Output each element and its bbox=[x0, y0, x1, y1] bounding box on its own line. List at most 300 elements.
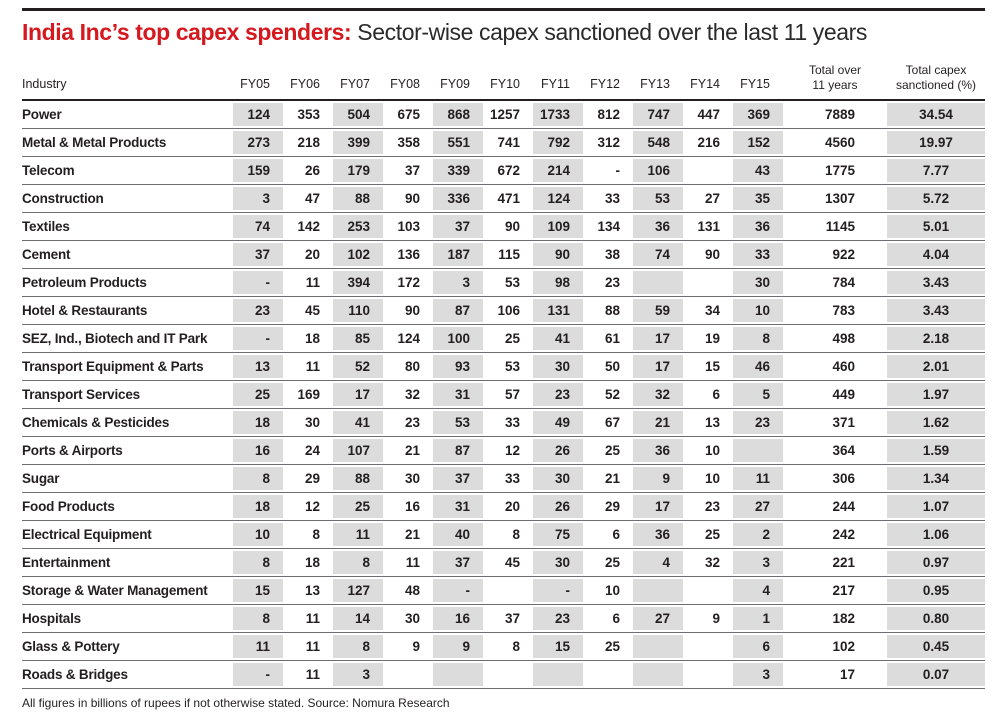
value-cell: 33 bbox=[733, 241, 783, 269]
value-cell: 23 bbox=[233, 297, 283, 325]
value-cell: 21 bbox=[633, 409, 683, 437]
total-cell: 102 bbox=[783, 633, 887, 661]
value-cell: 100 bbox=[433, 325, 483, 353]
value-cell: 45 bbox=[283, 297, 333, 325]
value-cell: 672 bbox=[483, 157, 533, 185]
total-cell: 498 bbox=[783, 325, 887, 353]
value-cell: 37 bbox=[433, 213, 483, 241]
value-cell: 17 bbox=[633, 353, 683, 381]
value-cell: 21 bbox=[583, 465, 633, 493]
value-cell: 57 bbox=[483, 381, 533, 409]
value-cell: 37 bbox=[433, 549, 483, 577]
value-cell: 23 bbox=[683, 493, 733, 521]
industry-cell: Construction bbox=[22, 185, 233, 213]
value-cell: 8 bbox=[233, 549, 283, 577]
table-row bbox=[22, 241, 985, 269]
value-cell: 5 bbox=[733, 381, 783, 409]
title-subtitle: Sector-wise capex sanctioned over the last 11 years bbox=[351, 19, 868, 45]
pct-cell: 2.01 bbox=[887, 353, 985, 381]
value-cell: 110 bbox=[333, 297, 383, 325]
value-cell: 35 bbox=[733, 185, 783, 213]
value-cell: 13 bbox=[283, 577, 333, 605]
value-cell: 747 bbox=[633, 101, 683, 129]
value-cell: 273 bbox=[233, 129, 283, 157]
value-cell: 8 bbox=[233, 605, 283, 633]
value-cell: 10 bbox=[683, 465, 733, 493]
value-cell: 353 bbox=[283, 101, 333, 129]
value-cell: 214 bbox=[533, 157, 583, 185]
value-cell: 15 bbox=[233, 577, 283, 605]
table-row bbox=[22, 353, 985, 381]
value-cell: 336 bbox=[433, 185, 483, 213]
industry-cell: Chemicals & Pesticides bbox=[22, 409, 233, 437]
value-cell: 25 bbox=[333, 493, 383, 521]
value-cell: 16 bbox=[233, 437, 283, 465]
value-cell: 2 bbox=[733, 521, 783, 549]
pct-cell: 34.54 bbox=[887, 101, 985, 129]
value-cell bbox=[683, 577, 733, 605]
value-cell: 74 bbox=[233, 213, 283, 241]
value-cell: 90 bbox=[483, 213, 533, 241]
value-cell: 17 bbox=[633, 493, 683, 521]
pct-cell: 1.34 bbox=[887, 465, 985, 493]
value-cell: 131 bbox=[683, 213, 733, 241]
value-cell: 9 bbox=[683, 605, 733, 633]
industry-cell: Telecom bbox=[22, 157, 233, 185]
value-cell: 218 bbox=[283, 129, 333, 157]
value-cell bbox=[633, 577, 683, 605]
pct-cell: 0.07 bbox=[887, 661, 985, 689]
value-cell bbox=[633, 661, 683, 689]
value-cell: 20 bbox=[483, 493, 533, 521]
value-cell: 8 bbox=[483, 633, 533, 661]
table-row bbox=[22, 661, 985, 689]
table-row bbox=[22, 101, 985, 129]
table-row bbox=[22, 129, 985, 157]
value-cell: 25 bbox=[233, 381, 283, 409]
value-cell: 36 bbox=[633, 437, 683, 465]
value-cell: 1257 bbox=[483, 101, 533, 129]
value-cell bbox=[483, 661, 533, 689]
year-column-header: FY14 bbox=[683, 49, 733, 101]
value-cell: 124 bbox=[383, 325, 433, 353]
total-cell: 1145 bbox=[783, 213, 887, 241]
value-cell: 75 bbox=[533, 521, 583, 549]
table-row bbox=[22, 549, 985, 577]
value-cell: 142 bbox=[283, 213, 333, 241]
pct-cell: 1.06 bbox=[887, 521, 985, 549]
value-cell: 11 bbox=[283, 269, 333, 297]
value-cell bbox=[633, 633, 683, 661]
value-cell: 9 bbox=[383, 633, 433, 661]
value-cell: 25 bbox=[683, 521, 733, 549]
pct-cell: 3.43 bbox=[887, 297, 985, 325]
value-cell: 36 bbox=[733, 213, 783, 241]
value-cell: 90 bbox=[533, 241, 583, 269]
pct-cell: 0.80 bbox=[887, 605, 985, 633]
value-cell: 41 bbox=[533, 325, 583, 353]
year-column-header: FY11 bbox=[533, 49, 583, 101]
value-cell: 179 bbox=[333, 157, 383, 185]
value-cell: 18 bbox=[283, 325, 333, 353]
value-cell: 253 bbox=[333, 213, 383, 241]
value-cell: 3 bbox=[233, 185, 283, 213]
value-cell: 394 bbox=[333, 269, 383, 297]
value-cell: 13 bbox=[233, 353, 283, 381]
value-cell: 98 bbox=[533, 269, 583, 297]
value-cell: 23 bbox=[383, 409, 433, 437]
table-row bbox=[22, 465, 985, 493]
pct-cell: 19.97 bbox=[887, 129, 985, 157]
pct-cell: 1.62 bbox=[887, 409, 985, 437]
value-cell: 37 bbox=[233, 241, 283, 269]
value-cell bbox=[683, 157, 733, 185]
industry-cell: Hospitals bbox=[22, 605, 233, 633]
total-cell: 371 bbox=[783, 409, 887, 437]
total-cell: 7889 bbox=[783, 101, 887, 129]
value-cell: - bbox=[233, 269, 283, 297]
value-cell: 6 bbox=[583, 605, 633, 633]
value-cell: 551 bbox=[433, 129, 483, 157]
pct-cell: 0.45 bbox=[887, 633, 985, 661]
total-cell: 221 bbox=[783, 549, 887, 577]
value-cell: 26 bbox=[533, 437, 583, 465]
value-cell: 159 bbox=[233, 157, 283, 185]
value-cell: 90 bbox=[383, 185, 433, 213]
value-cell: 80 bbox=[383, 353, 433, 381]
value-cell: 18 bbox=[283, 549, 333, 577]
value-cell: 6 bbox=[683, 381, 733, 409]
value-cell: 53 bbox=[483, 353, 533, 381]
value-cell: 74 bbox=[633, 241, 683, 269]
industry-cell: Electrical Equipment bbox=[22, 521, 233, 549]
value-cell: 548 bbox=[633, 129, 683, 157]
value-cell: 25 bbox=[583, 437, 633, 465]
table-row bbox=[22, 493, 985, 521]
industry-cell: Sugar bbox=[22, 465, 233, 493]
value-cell: 23 bbox=[533, 605, 583, 633]
table-row bbox=[22, 325, 985, 353]
pct-cell: 7.77 bbox=[887, 157, 985, 185]
table-row bbox=[22, 157, 985, 185]
value-cell: 4 bbox=[733, 577, 783, 605]
header-row bbox=[22, 49, 985, 101]
value-cell: 40 bbox=[433, 521, 483, 549]
value-cell: 124 bbox=[533, 185, 583, 213]
value-cell: 43 bbox=[733, 157, 783, 185]
industry-cell: Transport Services bbox=[22, 381, 233, 409]
pct-cell: 5.01 bbox=[887, 213, 985, 241]
pct-cell: 0.97 bbox=[887, 549, 985, 577]
total-cell: 1775 bbox=[783, 157, 887, 185]
value-cell: 53 bbox=[633, 185, 683, 213]
total-column-header: Total over 11 years bbox=[783, 49, 887, 101]
value-cell: 369 bbox=[733, 101, 783, 129]
value-cell bbox=[633, 269, 683, 297]
value-cell: 88 bbox=[583, 297, 633, 325]
value-cell: 741 bbox=[483, 129, 533, 157]
pct-cell: 4.04 bbox=[887, 241, 985, 269]
total-cell: 182 bbox=[783, 605, 887, 633]
value-cell: 67 bbox=[583, 409, 633, 437]
value-cell: 21 bbox=[383, 437, 433, 465]
value-cell: - bbox=[533, 577, 583, 605]
industry-cell: Textiles bbox=[22, 213, 233, 241]
table-row bbox=[22, 577, 985, 605]
total-cell: 460 bbox=[783, 353, 887, 381]
value-cell: 33 bbox=[483, 465, 533, 493]
value-cell: 3 bbox=[733, 549, 783, 577]
industry-cell: SEZ, Ind., Biotech and IT Park bbox=[22, 325, 233, 353]
value-cell: 32 bbox=[633, 381, 683, 409]
pct-cell: 1.97 bbox=[887, 381, 985, 409]
table-row bbox=[22, 269, 985, 297]
value-cell: 88 bbox=[333, 465, 383, 493]
value-cell: 93 bbox=[433, 353, 483, 381]
total-cell: 449 bbox=[783, 381, 887, 409]
value-cell: 32 bbox=[383, 381, 433, 409]
value-cell: 21 bbox=[383, 521, 433, 549]
capex-table bbox=[22, 49, 985, 689]
value-cell: 41 bbox=[333, 409, 383, 437]
value-cell: 11 bbox=[233, 633, 283, 661]
total-cell: 244 bbox=[783, 493, 887, 521]
value-cell: 11 bbox=[333, 521, 383, 549]
pct-cell: 1.59 bbox=[887, 437, 985, 465]
pct-column-header: Total capex sanctioned (%) bbox=[887, 49, 985, 101]
value-cell: 26 bbox=[283, 157, 333, 185]
value-cell: 358 bbox=[383, 129, 433, 157]
value-cell: 134 bbox=[583, 213, 633, 241]
table-row bbox=[22, 437, 985, 465]
value-cell: 9 bbox=[433, 633, 483, 661]
value-cell: 20 bbox=[283, 241, 333, 269]
industry-cell: Food Products bbox=[22, 493, 233, 521]
total-cell: 306 bbox=[783, 465, 887, 493]
total-cell: 217 bbox=[783, 577, 887, 605]
value-cell: 109 bbox=[533, 213, 583, 241]
value-cell: 29 bbox=[283, 465, 333, 493]
value-cell: 447 bbox=[683, 101, 733, 129]
value-cell bbox=[533, 661, 583, 689]
year-column-header: FY07 bbox=[333, 49, 383, 101]
total-cell: 17 bbox=[783, 661, 887, 689]
value-cell: 88 bbox=[333, 185, 383, 213]
value-cell: 90 bbox=[683, 241, 733, 269]
value-cell: 59 bbox=[633, 297, 683, 325]
value-cell: 187 bbox=[433, 241, 483, 269]
value-cell: 36 bbox=[633, 213, 683, 241]
table-row bbox=[22, 213, 985, 241]
total-cell: 784 bbox=[783, 269, 887, 297]
value-cell: 169 bbox=[283, 381, 333, 409]
value-cell: 8 bbox=[283, 521, 333, 549]
value-cell: 11 bbox=[283, 605, 333, 633]
total-cell: 364 bbox=[783, 437, 887, 465]
industry-column-header: Industry bbox=[22, 49, 233, 101]
value-cell: 52 bbox=[583, 381, 633, 409]
value-cell: 10 bbox=[583, 577, 633, 605]
value-cell: 504 bbox=[333, 101, 383, 129]
table-row bbox=[22, 185, 985, 213]
value-cell: - bbox=[433, 577, 483, 605]
value-cell: 3 bbox=[733, 661, 783, 689]
value-cell: 15 bbox=[533, 633, 583, 661]
value-cell: 31 bbox=[433, 381, 483, 409]
value-cell: 61 bbox=[583, 325, 633, 353]
year-column-header: FY06 bbox=[283, 49, 333, 101]
value-cell: 107 bbox=[333, 437, 383, 465]
value-cell: 23 bbox=[733, 409, 783, 437]
value-cell: 29 bbox=[583, 493, 633, 521]
value-cell: - bbox=[233, 325, 283, 353]
value-cell: 24 bbox=[283, 437, 333, 465]
industry-cell: Glass & Pottery bbox=[22, 633, 233, 661]
industry-cell: Entertainment bbox=[22, 549, 233, 577]
value-cell: 30 bbox=[533, 353, 583, 381]
value-cell: 37 bbox=[483, 605, 533, 633]
pct-cell: 3.43 bbox=[887, 269, 985, 297]
source-footnote: All figures in billions of rupees if not otherwise stated. Source: Nomura Research bbox=[22, 689, 985, 715]
total-cell: 922 bbox=[783, 241, 887, 269]
total-cell: 242 bbox=[783, 521, 887, 549]
value-cell: 87 bbox=[433, 297, 483, 325]
industry-cell: Cement bbox=[22, 241, 233, 269]
value-cell: 33 bbox=[483, 409, 533, 437]
value-cell bbox=[683, 661, 733, 689]
industry-cell: Ports & Airports bbox=[22, 437, 233, 465]
value-cell: 23 bbox=[583, 269, 633, 297]
value-cell: 53 bbox=[483, 269, 533, 297]
value-cell: 11 bbox=[383, 549, 433, 577]
value-cell: 19 bbox=[683, 325, 733, 353]
value-cell: 25 bbox=[583, 633, 633, 661]
value-cell: 27 bbox=[633, 605, 683, 633]
value-cell: 868 bbox=[433, 101, 483, 129]
industry-cell: Transport Equipment & Parts bbox=[22, 353, 233, 381]
pct-cell: 5.72 bbox=[887, 185, 985, 213]
industry-cell: Power bbox=[22, 101, 233, 129]
title-highlight: India Inc’s top capex spenders: bbox=[22, 19, 352, 45]
value-cell: 8 bbox=[333, 633, 383, 661]
value-cell: 10 bbox=[683, 437, 733, 465]
value-cell: 312 bbox=[583, 129, 633, 157]
value-cell: 27 bbox=[733, 493, 783, 521]
year-column-header: FY12 bbox=[583, 49, 633, 101]
value-cell: 3 bbox=[433, 269, 483, 297]
total-cell: 4560 bbox=[783, 129, 887, 157]
value-cell: 15 bbox=[683, 353, 733, 381]
year-column-header: FY13 bbox=[633, 49, 683, 101]
industry-cell: Petroleum Products bbox=[22, 269, 233, 297]
value-cell: 30 bbox=[533, 465, 583, 493]
value-cell: 46 bbox=[733, 353, 783, 381]
table-row bbox=[22, 409, 985, 437]
value-cell: 6 bbox=[733, 633, 783, 661]
industry-cell: Roads & Bridges bbox=[22, 661, 233, 689]
value-cell: 102 bbox=[333, 241, 383, 269]
value-cell: 87 bbox=[433, 437, 483, 465]
value-cell: 216 bbox=[683, 129, 733, 157]
value-cell: 18 bbox=[233, 409, 283, 437]
value-cell: 31 bbox=[433, 493, 483, 521]
value-cell: 16 bbox=[433, 605, 483, 633]
value-cell: 18 bbox=[233, 493, 283, 521]
industry-cell: Hotel & Restaurants bbox=[22, 297, 233, 325]
pct-cell: 2.18 bbox=[887, 325, 985, 353]
value-cell: 9 bbox=[633, 465, 683, 493]
value-cell: 11 bbox=[283, 661, 333, 689]
value-cell: 16 bbox=[383, 493, 433, 521]
value-cell: 45 bbox=[483, 549, 533, 577]
value-cell: 25 bbox=[583, 549, 633, 577]
value-cell: 38 bbox=[583, 241, 633, 269]
year-column-header: FY09 bbox=[433, 49, 483, 101]
value-cell: 10 bbox=[733, 297, 783, 325]
value-cell: 127 bbox=[333, 577, 383, 605]
value-cell: 152 bbox=[733, 129, 783, 157]
value-cell: 37 bbox=[383, 157, 433, 185]
value-cell: 4 bbox=[633, 549, 683, 577]
total-cell: 1307 bbox=[783, 185, 887, 213]
value-cell: 471 bbox=[483, 185, 533, 213]
value-cell: 30 bbox=[533, 549, 583, 577]
value-cell: 1 bbox=[733, 605, 783, 633]
value-cell: 53 bbox=[433, 409, 483, 437]
value-cell: - bbox=[233, 661, 283, 689]
value-cell: 14 bbox=[333, 605, 383, 633]
value-cell: 13 bbox=[683, 409, 733, 437]
industry-cell: Metal & Metal Products bbox=[22, 129, 233, 157]
industry-cell: Storage & Water Management bbox=[22, 577, 233, 605]
year-column-header: FY15 bbox=[733, 49, 783, 101]
value-cell: 32 bbox=[683, 549, 733, 577]
value-cell: 36 bbox=[633, 521, 683, 549]
value-cell: 675 bbox=[383, 101, 433, 129]
value-cell: 48 bbox=[383, 577, 433, 605]
table-row bbox=[22, 381, 985, 409]
value-cell: 124 bbox=[233, 101, 283, 129]
value-cell: 50 bbox=[583, 353, 633, 381]
value-cell bbox=[733, 437, 783, 465]
value-cell: 26 bbox=[533, 493, 583, 521]
pct-cell: 0.95 bbox=[887, 577, 985, 605]
value-cell bbox=[483, 577, 533, 605]
top-rule bbox=[22, 8, 985, 11]
value-cell: 3 bbox=[333, 661, 383, 689]
value-cell: 8 bbox=[233, 465, 283, 493]
value-cell: 6 bbox=[583, 521, 633, 549]
value-cell: 8 bbox=[483, 521, 533, 549]
value-cell: 1733 bbox=[533, 101, 583, 129]
year-column-header: FY10 bbox=[483, 49, 533, 101]
value-cell: 37 bbox=[433, 465, 483, 493]
value-cell: 25 bbox=[483, 325, 533, 353]
total-cell: 783 bbox=[783, 297, 887, 325]
value-cell: 11 bbox=[283, 353, 333, 381]
value-cell: 52 bbox=[333, 353, 383, 381]
value-cell: 11 bbox=[283, 633, 333, 661]
value-cell: 399 bbox=[333, 129, 383, 157]
value-cell bbox=[383, 661, 433, 689]
value-cell: 27 bbox=[683, 185, 733, 213]
value-cell: 10 bbox=[233, 521, 283, 549]
value-cell: 11 bbox=[733, 465, 783, 493]
value-cell bbox=[433, 661, 483, 689]
value-cell: 30 bbox=[733, 269, 783, 297]
value-cell: 23 bbox=[533, 381, 583, 409]
value-cell: 8 bbox=[733, 325, 783, 353]
